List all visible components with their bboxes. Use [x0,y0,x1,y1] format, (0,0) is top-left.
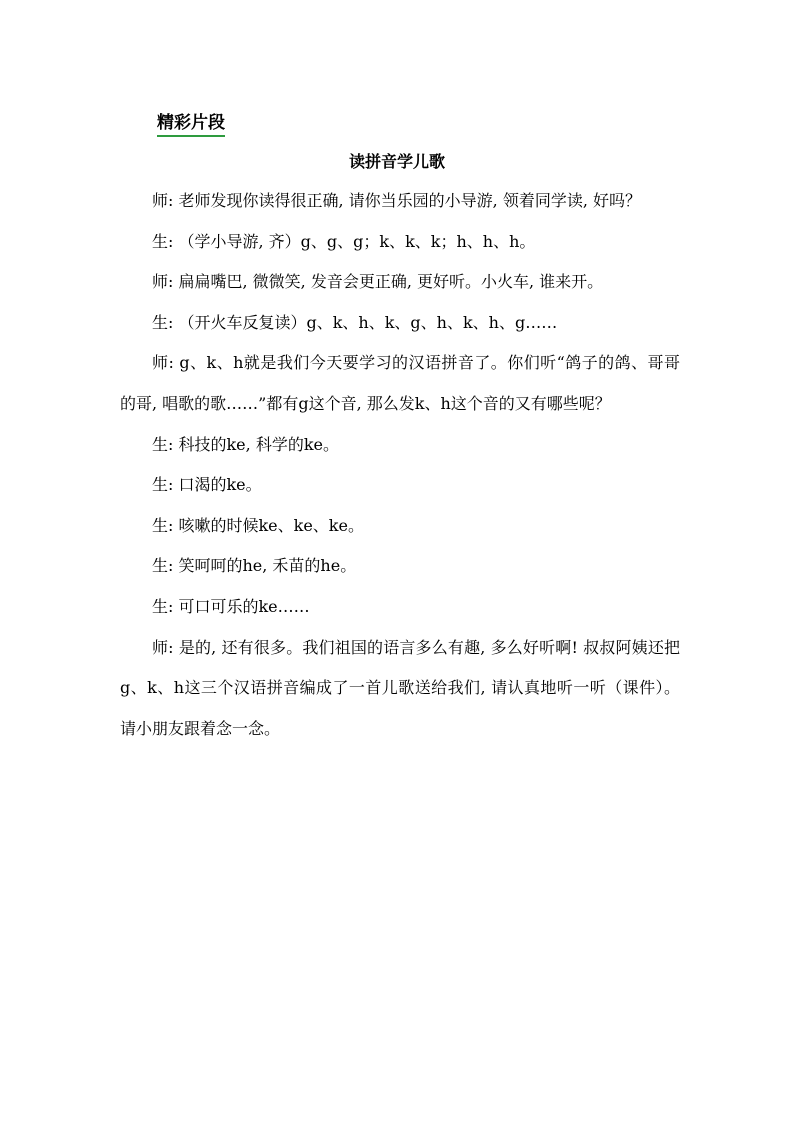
paragraph-student-2: 生: （开火车反复读）g、k、h、k、g、h、k、h、g…… [152,312,558,332]
paragraph-student-3: 生: 科技的ke, 科学的ke。 [152,434,339,454]
section-heading: 精彩片段 [157,111,225,137]
document-body [120,181,680,749]
paragraph-teacher-3: 师: g、k、h就是我们今天要学习的汉语拼音了。你们听“鸽子的鸽、哥哥的哥, 唱歌的歌……”都有g这个音, 那么发k、h这个音的又有哪些呢？ [120,353,680,413]
paragraph-student-6: 生: 笑呵呵的he, 禾苗的he。 [152,556,357,576]
document-title: 读拼音学儿歌 [348,152,445,171]
paragraph-student-5: 生: 咳嗽的时候ke、ke、ke。 [152,515,364,535]
paragraph-student-4: 生: 口渴的ke。 [152,475,262,495]
paragraph-teacher-2: 师: 扁扁嘴巴, 微微笑, 发音会更正确, 更好听。小火车, 谁来开。 [152,272,604,292]
paragraph-student-7: 生: 可口可乐的ke…… [152,596,310,616]
paragraph-student-1: 生: （学小导游, 齐）g、g、g；k、k、k；h、h、h。 [152,231,536,251]
paragraph-teacher-1: 师: 老师发现你读得很正确, 请你当乐园的小导游, 领着同学读, 好吗？ [152,191,641,210]
paragraph-teacher-4: 师: 是的, 还有很多。我们祖国的语言多么有趣, 多么好听啊! 叔叔阿姨还把g、k、h这三个汉语拼音编成了一首儿歌送给我们, 请认真地听一听（课件）。请小朋友跟着念一念。 [120,637,680,738]
